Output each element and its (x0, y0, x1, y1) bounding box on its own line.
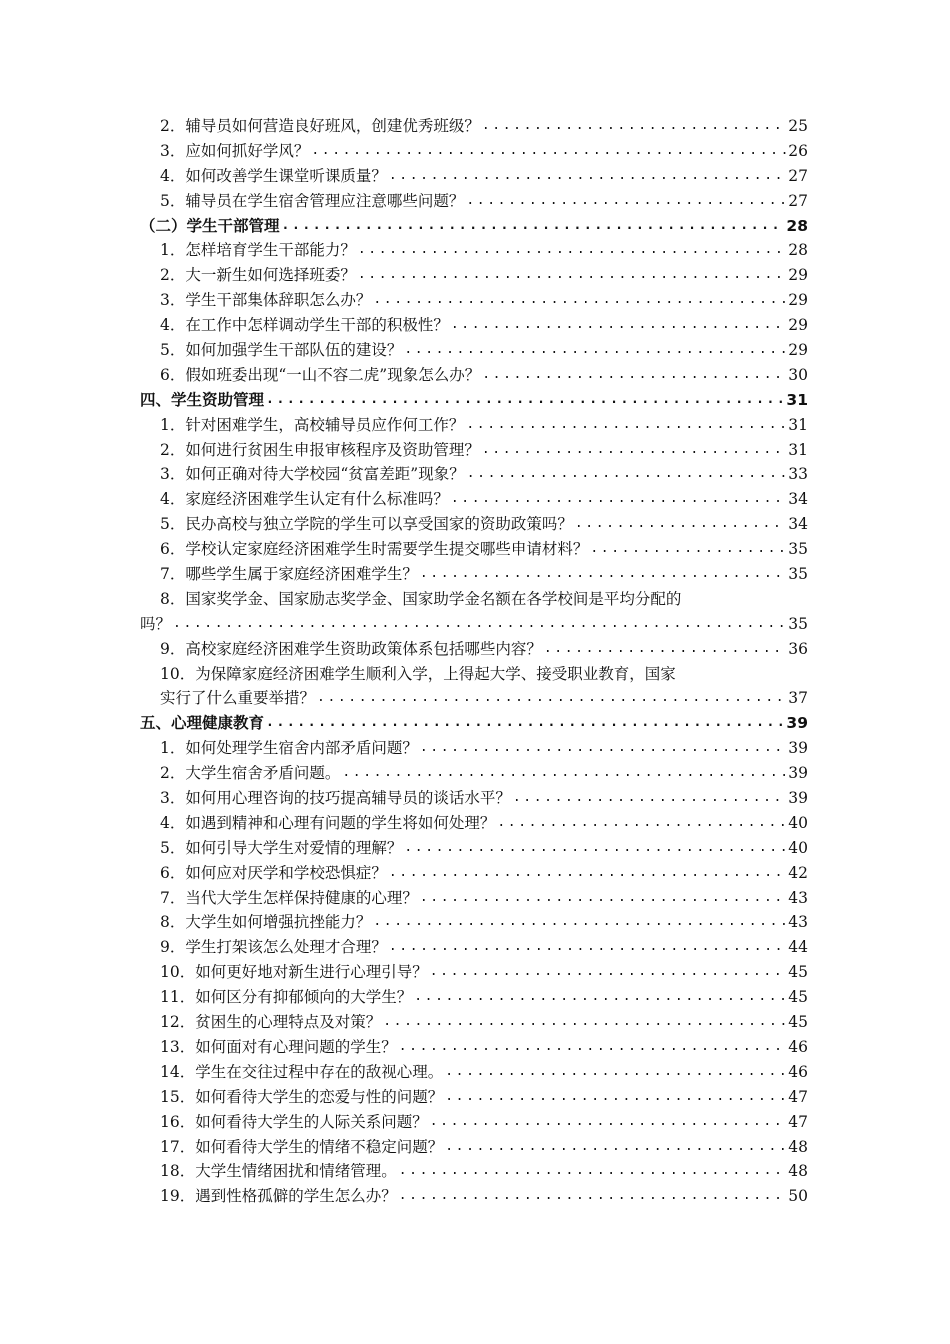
toc-entry-line1[interactable] (140, 587, 808, 612)
toc-entry-text: 8．国家奖学金、国家励志奖学金、国家助学金名额在各学校间是平均分配的 (160, 589, 682, 608)
dot-leader (443, 1085, 786, 1110)
toc-page-number: 40 (788, 813, 808, 832)
toc-entry-text: 4．如何改善学生课堂听课质量？ (160, 166, 387, 185)
toc-page-number: 33 (788, 465, 808, 484)
dot-leader (588, 537, 786, 562)
toc-entry[interactable] (140, 911, 808, 936)
toc-entry-text: 8．大学生如何增强抗挫能力？ (160, 913, 372, 932)
dot-leader (280, 214, 785, 239)
toc-entry-text: 1．如何处理学生宿舍内部矛盾问题？ (160, 739, 418, 758)
dot-leader (480, 114, 786, 139)
toc-entry-text: 5．辅导员在学生宿舍管理应注意哪些问题？ (160, 191, 465, 210)
toc-entry-text: 13．如何面对有心理问题的学生？ (160, 1037, 397, 1056)
toc-page-number: 31 (786, 390, 808, 409)
toc-page-number: 29 (788, 341, 808, 359)
toc-page-number: 31 (788, 415, 808, 434)
dot-leader (356, 238, 786, 263)
toc-page-number: 39 (788, 789, 808, 808)
dot-leader (542, 637, 786, 662)
toc-page-number: 46 (788, 1062, 808, 1081)
toc-entry-text: 19．遇到性格孤僻的学生怎么办？ (160, 1187, 397, 1206)
dot-leader (418, 562, 786, 587)
toc-entry[interactable] (140, 637, 808, 662)
dot-leader (573, 512, 786, 537)
toc-entry-text: 4．如遇到精神和心理有问题的学生将如何处理？ (160, 813, 496, 832)
toc-page-number: 29 (788, 291, 808, 310)
dot-leader (480, 363, 786, 388)
toc-entry[interactable] (140, 313, 808, 338)
toc-entry[interactable] (140, 164, 808, 189)
toc-entry[interactable] (140, 413, 808, 438)
toc-page-number: 28 (786, 216, 808, 235)
dot-leader (412, 985, 786, 1010)
toc-entry-text: 2．大一新生如何选择班委？ (160, 266, 356, 285)
toc-entry-text: 实行了什么重要举措？ (160, 689, 316, 708)
toc-entry-text: 7．哪些学生属于家庭经济困难学生？ (160, 565, 418, 584)
dot-leader (428, 1110, 787, 1135)
dot-leader (397, 1035, 787, 1060)
toc-entry-text: 6．学校认定家庭经济困难学生时需要学生提交哪些申请材料？ (160, 540, 589, 559)
toc-entry-text: 2．如何进行贫困生申报审核程序及资助管理？ (160, 440, 480, 459)
toc-entry-text: 4．在工作中怎样调动学生干部的积极性？ (160, 316, 449, 335)
toc-entry-text: 17．如何看待大学生的情绪不稳定问题？ (160, 1137, 444, 1156)
dot-leader (315, 686, 786, 711)
toc-page-number: 43 (788, 888, 808, 907)
toc-entry[interactable] (140, 537, 808, 562)
dot-leader (428, 960, 787, 985)
toc-entry[interactable] (140, 935, 808, 960)
toc-entry[interactable] (140, 1159, 808, 1184)
toc-entry[interactable] (140, 562, 808, 587)
toc-entry[interactable] (140, 363, 808, 388)
dot-leader (402, 338, 786, 363)
toc-entry-text: 2．大学生宿舍矛盾问题。 (160, 764, 341, 783)
toc-page-number: 42 (788, 863, 808, 882)
toc-section-heading[interactable] (140, 711, 808, 736)
toc-entry-text: 5．如何引导大学生对爱情的理解？ (160, 838, 403, 857)
toc-entry[interactable] (140, 114, 808, 139)
dot-leader (443, 1060, 786, 1085)
toc-page-number: 37 (788, 689, 808, 708)
toc-page-number: 46 (788, 1037, 808, 1056)
dot-leader (387, 935, 786, 960)
dot-leader (340, 761, 786, 786)
toc-page-number: 30 (788, 365, 808, 384)
dot-leader (480, 438, 786, 463)
toc-entry-text: 12．贫困生的心理特点及对策？ (160, 1013, 382, 1032)
toc-entry-text: 7．当代大学生怎样保持健康的心理？ (160, 888, 418, 907)
toc-entry[interactable] (140, 438, 808, 463)
dot-leader (511, 786, 786, 811)
toc-page-number: 47 (788, 1087, 808, 1106)
dot-leader (397, 1159, 787, 1184)
toc-page-number: 48 (788, 1162, 808, 1181)
dot-leader (402, 836, 786, 861)
toc-entry-text: 5．如何加强学生干部队伍的建设？ (160, 341, 403, 359)
toc-entry-text: 2．辅导员如何营造良好班风，创建优秀班级？ (160, 116, 480, 135)
toc-entry-text: 吗？ (140, 614, 172, 633)
toc-entry[interactable] (140, 786, 808, 811)
dot-leader (397, 1184, 787, 1209)
toc-entry-text: 五、心理健康教育 (140, 714, 265, 733)
toc-page-number: 45 (788, 1013, 808, 1032)
toc-page-number: 31 (788, 440, 808, 459)
toc-entry-text: 5．民办高校与独立学院的学生可以享受国家的资助政策吗？ (160, 515, 573, 534)
dot-leader (465, 462, 787, 487)
toc-page-number: 45 (788, 963, 808, 982)
toc-entry[interactable] (140, 1085, 808, 1110)
toc-entry[interactable] (140, 338, 808, 363)
toc-page-number: 26 (788, 141, 808, 160)
dot-leader (387, 861, 786, 886)
toc-entry-text: 16．如何看待大学生的人际关系问题？ (160, 1112, 428, 1131)
toc-entry-text: 四、学生资助管理 (140, 390, 265, 409)
dot-leader (443, 1135, 786, 1160)
toc-entry-text: 18．大学生情绪困扰和情绪管理。 (160, 1162, 397, 1181)
dot-leader (464, 413, 786, 438)
toc-entry-line1[interactable] (140, 662, 808, 687)
toc-page-number: 40 (788, 838, 808, 857)
toc-page-number: 39 (786, 714, 808, 733)
dot-leader (171, 612, 786, 637)
toc-entry[interactable] (140, 861, 808, 886)
toc-page-number: 47 (788, 1112, 808, 1131)
toc-entry-line2[interactable] (140, 686, 808, 711)
toc-entry[interactable] (140, 139, 808, 164)
toc-page-number: 34 (788, 515, 808, 534)
toc-section-heading[interactable] (140, 388, 808, 413)
toc-page-number: 44 (788, 938, 808, 957)
toc-entry[interactable] (140, 1010, 808, 1035)
dot-leader (264, 388, 784, 413)
toc-entry[interactable] (140, 960, 808, 985)
toc-page-number: 27 (788, 191, 808, 210)
toc-page-number: 29 (788, 316, 808, 335)
table-of-contents (140, 114, 808, 1209)
toc-entry[interactable] (140, 238, 808, 263)
toc-entry-text: 9．学生打架该怎么处理才合理？ (160, 938, 387, 957)
dot-leader (449, 487, 786, 512)
toc-page-number: 39 (788, 739, 808, 758)
toc-entry[interactable] (140, 985, 808, 1010)
toc-entry[interactable] (140, 836, 808, 861)
toc-entry[interactable] (140, 487, 808, 512)
toc-page-number: 35 (788, 565, 808, 584)
toc-entry-text: 10．为保障家庭经济困难学生顺利入学，上得起大学、接受职业教育，国家 (160, 664, 676, 683)
dot-leader (449, 313, 786, 338)
toc-entry-text: 15．如何看待大学生的恋爱与性的问题？ (160, 1087, 444, 1106)
toc-entry-text: 10．如何更好地对新生进行心理引导？ (160, 963, 428, 982)
toc-page-number: 34 (788, 490, 808, 509)
dot-leader (495, 811, 786, 836)
toc-entry-text: 3．学生干部集体辞职怎么办？ (160, 291, 372, 310)
toc-entry[interactable] (140, 736, 808, 761)
toc-entry[interactable] (140, 761, 808, 786)
toc-page-number: 36 (788, 639, 808, 658)
dot-leader (418, 736, 786, 761)
toc-entry[interactable] (140, 189, 808, 214)
toc-page-number: 35 (788, 540, 808, 559)
dot-leader (371, 288, 786, 313)
toc-page-number: 39 (788, 764, 808, 783)
dot-leader (381, 1010, 786, 1035)
toc-entry[interactable] (140, 811, 808, 836)
toc-entry[interactable] (140, 1110, 808, 1135)
dot-leader (387, 164, 786, 189)
toc-page-number: 29 (788, 266, 808, 285)
toc-entry-text: 4．家庭经济困难学生认定有什么标准吗？ (160, 490, 449, 509)
toc-entry[interactable] (140, 462, 808, 487)
toc-page-number: 43 (788, 913, 808, 932)
toc-page-number: 35 (788, 614, 808, 633)
toc-entry-text: （二）学生干部管理 (140, 216, 280, 235)
toc-entry[interactable] (140, 288, 808, 313)
toc-entry-text: 1．怎样培育学生干部能力？ (160, 241, 356, 260)
toc-page-number: 27 (788, 166, 808, 185)
toc-entry[interactable] (140, 512, 808, 537)
dot-leader (464, 189, 786, 214)
toc-entry[interactable] (140, 886, 808, 911)
toc-entry[interactable] (140, 1060, 808, 1085)
toc-entry-text: 1．针对困难学生，高校辅导员应作何工作？ (160, 415, 465, 434)
toc-entry-text: 9．高校家庭经济困难学生资助政策体系包括哪些内容？ (160, 639, 542, 658)
toc-entry-text: 14．学生在交往过程中存在的敌视心理。 (160, 1062, 444, 1081)
toc-page-number: 28 (788, 241, 808, 260)
toc-entry-text: 11．如何区分有抑郁倾向的大学生？ (160, 988, 413, 1007)
dot-leader (309, 139, 786, 164)
toc-page-number: 45 (788, 988, 808, 1007)
dot-leader (264, 711, 784, 736)
toc-page-number: 50 (788, 1187, 808, 1206)
toc-page-number: 25 (788, 116, 808, 135)
dot-leader (418, 886, 786, 911)
toc-section-heading[interactable] (140, 214, 808, 239)
toc-entry-text: 6．假如班委出现“一山不容二虎”现象怎么办？ (160, 365, 481, 384)
toc-entry-text: 3．如何用心理咨询的技巧提高辅导员的谈话水平？ (160, 789, 511, 808)
toc-entry[interactable] (140, 1184, 808, 1209)
toc-entry-line2[interactable] (140, 612, 808, 637)
dot-leader (371, 911, 786, 936)
toc-entry[interactable] (140, 1135, 808, 1160)
toc-page-number: 48 (788, 1137, 808, 1156)
toc-entry[interactable] (140, 1035, 808, 1060)
toc-entry-text: 3．如何正确对待大学校园“贫富差距”现象？ (160, 465, 465, 484)
dot-leader (356, 263, 786, 288)
toc-entry-text: 6．如何应对厌学和学校恐惧症？ (160, 863, 387, 882)
toc-entry-text: 3．应如何抓好学风？ (160, 141, 310, 160)
toc-entry[interactable] (140, 263, 808, 288)
